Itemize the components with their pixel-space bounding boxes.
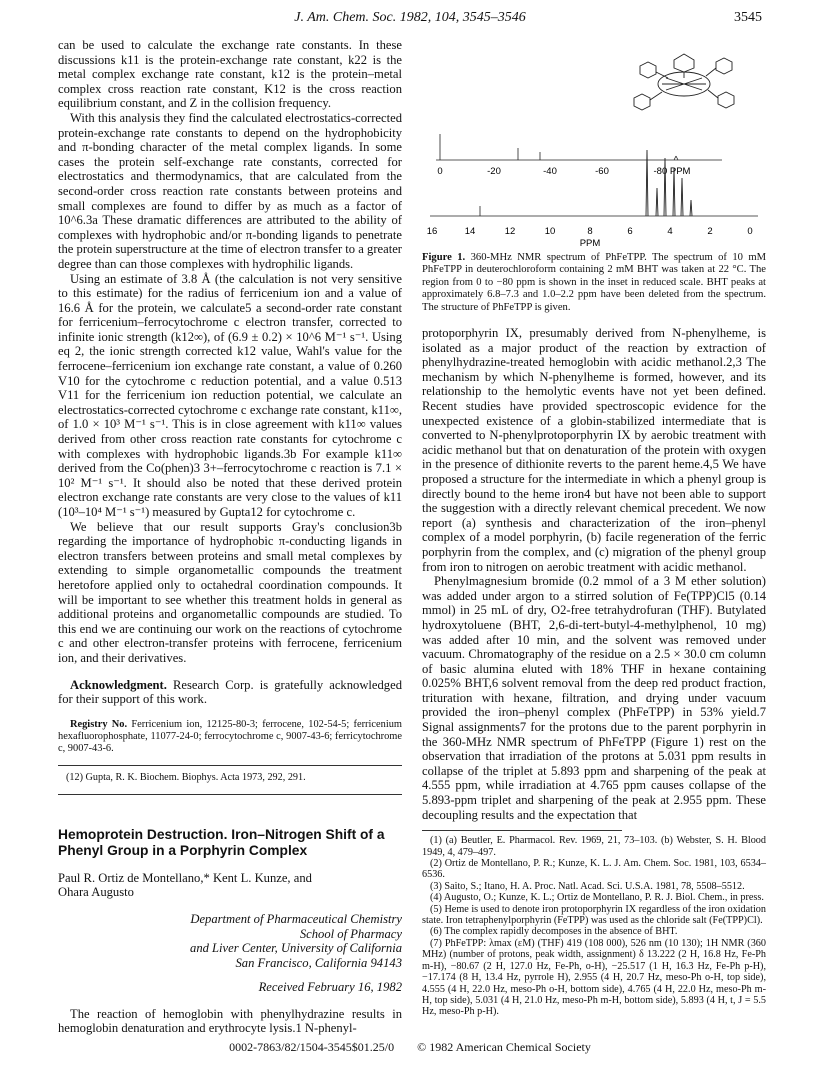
left-column bbox=[58, 38, 402, 1036]
received-date: Received February 16, 1982 bbox=[258, 980, 402, 995]
main-spectrum bbox=[427, 150, 758, 249]
body-paragraph: protoporphyrin IX, presumably derived from N-phenylheme, is isolated as a major product of the reaction by extraction of phenylhydrazine-treated hemoglobin with acidic methanol.2,3 The mechanism by which N-phenylheme is formed, however, and its relationship to the hemolytic events have not yet been defined. Recent studies have provided spectroscopic evidence for the unexpected existence of a globin-stabilized intermediate that is converted to N-phenylprotoporphyrin IX by aerobic treatment with acidic methanol but that on denaturation of the protein with oxygen in the presence of dithionite reverts to the parent heme.4,5 We have proposed a structure for the intermediate in which a phenyl group is directly bound to the heme iron4 but have not been able to support the suggestion with a directly relevant chemical precedent. We now report (a) synthesis and characterization of the iron–phenyl complex of a model porphyrin, (b) facile regeneration of the ferric porphyrin from the complex, and (c) migration of the phenyl group from iron to nitrogen on aerobic treatment with acidic methanol. bbox=[422, 326, 766, 574]
footnote: (2) Ortiz de Montellano, P. R.; Kunze, K. L. J. Am. Chem. Soc. 1981, 103, 6534–6536. bbox=[422, 858, 766, 881]
page-header bbox=[0, 10, 820, 30]
acknowledgment bbox=[58, 678, 402, 707]
main-tick-label: 6 bbox=[627, 226, 633, 237]
main-tick-label: 14 bbox=[464, 226, 476, 237]
footnotes bbox=[422, 835, 766, 1018]
affiliation-line: School of Pharmacy bbox=[299, 926, 402, 941]
divider bbox=[58, 765, 402, 766]
figure-caption bbox=[422, 252, 766, 314]
intro-paragraph: The reaction of hemoglobin with phenylhydrazine results in hemoglobin denaturation and erythrocyte lysis.1 N-phenyl- bbox=[58, 1006, 402, 1036]
figure-caption-label: Figure 1. bbox=[422, 252, 466, 263]
footnote: (1) (a) Beutler, E. Pharmacol. Rev. 1969, 21, 73–103. (b) Webster, S. H. Blood 1949, 4, 479–497. bbox=[422, 835, 766, 858]
footnote: (7) PhFeTPP: λmax (εM) (THF) 419 (108 000), 526 nm (10 130); 1H NMR (360 MHz) (number of protons, peak width, assignment) δ 13.222 (2 H, 16.8 Hz, Fe-Ph m-H), −80.67 (2 H, 127.0 Hz, Fe-Ph, o-H), −25.517 (1 H, 16.3 Hz, Fe-Ph p-H), −17.174 (8 H, 13.4 Hz, pyrrole H), 2.955 (4 H, 20.7 Hz, meso-Ph o-H, top side), 4.555 (4 H, 22.0 Hz, meso-Ph o-H, bottom side), 4.765 (4 H, 22.0 Hz, meso-Ph m-H, top side), 5.031 (4 H, 21.0 Hz, meso-Ph m-H, bottom side), 5.893 (4 H, t, J = 5.5 Hz, meso-Ph p-H). bbox=[422, 937, 766, 1018]
body-paragraph: With this analysis they find the calculated electrostatics-corrected protein-exchange rate constants to depend on the hydrophobicity and π-bonding character of the metal complex ligands. In some cases the protein self-exchange rate constants, corrected for electrostatics and thermodynamics, that are calculated from the second-order cross reaction rate constants between proteins and small complexes are found to differ by as much as a factor of 10^6.3a These dramatic differences are attributed to the ability of complexes with hydrophobic and/or π-bonding ligands to penetrate the protein superstructure at the time of electron transfer to a greater degree than can those complexes with hydrophilic ligands. bbox=[58, 110, 402, 271]
inset-tick-label: 0 bbox=[437, 166, 443, 177]
affiliation-line: Department of Pharmaceutical Chemistry bbox=[190, 911, 402, 926]
article-title: Hemoprotein Destruction. Iron–Nitrogen Shift of a Phenyl Group in a Porphyrin Complex bbox=[58, 826, 385, 858]
footnote: (4) Augusto, O.; Kunze, K. L.; Ortiz de Montellano, P. R. J. Biol. Chem., in press. bbox=[430, 892, 764, 904]
authors bbox=[58, 871, 402, 900]
running-title: J. Am. Chem. Soc. 1982, 104, 3545–3546 bbox=[294, 10, 526, 25]
inset-tick-label: -40 bbox=[543, 166, 557, 177]
affiliation-line: San Francisco, California 94143 bbox=[235, 955, 402, 970]
figure-1 bbox=[422, 38, 766, 250]
body-paragraph: can be used to calculate the exchange rate constants. In these discussions k11 is the protein-exchange rate constant, k22 is the metal complex exchange rate constant, k12 is the protein–metal complex cross reaction rate constant, K12 is the cross reaction equilibrium constant, and Z in the collision frequency. bbox=[58, 38, 402, 111]
phfetpp-structure-drawing bbox=[634, 54, 734, 110]
page-footer bbox=[0, 1040, 820, 1055]
registry-label: Registry No. bbox=[70, 718, 128, 730]
page-number: 3545 bbox=[734, 10, 762, 25]
footer-copyright: © 1982 American Chemical Society bbox=[417, 1040, 591, 1054]
main-tick-label: 16 bbox=[426, 226, 438, 237]
body-paragraph: Using an estimate of 3.8 Å (the calculation is not very sensitive to this estimate) for the radius of ferricenium ion and a value of 16.6 Å for the protein, we calculate5 a second-order rate constant for ferricenium–ferrocytochrome c electron transfer, corrected to infinite ionic strength (k12∞), of (6.9 ± 0.2) × 10^6 M⁻¹ s⁻¹. Using eq 2, the ionic strength corrected k12 value, Wahl's value for the ferrocene–ferricenium ion exchange rate constant, a value of 0.260 V10 for the cytochrome c reduction potential, and a value 0.513 V11 for the ferricenium ion reduction potential, we calculate an electrostatics-corrected cytochrome c exchange rate constant, k11∞, of 1.0 × 10³ M⁻¹ s⁻¹. This is in close agreement with k11∞ values derived from other cross reaction rate constants for cytochrome c with complexes with hydrophobic ligands.3b For example k11∞ derived from the Co(phen)3 3+–ferrocytochrome c reaction is 7.1 × 10² M⁻¹ s⁻¹. It should also be noted that these derived protein electron exchange rate constants are very close to the values of k11 (10³–10⁴ M⁻¹ s⁻¹) measured by Gupta12 for cytochrome c. bbox=[58, 271, 402, 519]
footnote: (6) The complex rapidly decomposes in the absence of BHT. bbox=[430, 926, 678, 938]
registry-numbers bbox=[58, 719, 402, 756]
inset-spectrum bbox=[436, 134, 722, 177]
acknowledgment-label: Acknowledgment. bbox=[70, 677, 167, 692]
main-tick-label: 8 bbox=[587, 226, 593, 237]
acknowledgment-text: Research Corp. is gratefully acknowledged for their support of this work. bbox=[58, 677, 402, 707]
inset-tick-label: -60 bbox=[595, 166, 609, 177]
body-paragraph: We believe that our result supports Gray's conclusion3b regarding the importance of hydrophobic π-conducting ligands in electron transfers between proteins and small metal complexes by extending to simple organometallic compounds the treatment heretofore applied only to octahedral coordination compounds. It will be important to see whether this treatment holds in general as additional proteins and organometallic compounds are studied. To this end we are continuing our work on the reactions of cytochrome c and other electron-transfer proteins with ferrocene, ferricenium ion, and their derivatives. bbox=[58, 519, 402, 665]
footnote-12: (12) Gupta, R. K. Biochem. Biophys. Acta 1973, 292, 291. bbox=[66, 772, 306, 784]
main-tick-label: 4 bbox=[667, 226, 673, 237]
divider bbox=[422, 830, 622, 831]
inset-tick-label: -20 bbox=[487, 166, 501, 177]
main-axis-unit: PPM bbox=[579, 238, 601, 249]
main-tick-label: 10 bbox=[544, 226, 556, 237]
registry-text: Ferricenium ion, 12125-80-3; ferrocene, 102-54-5; ferricenium hexafluorophosphate, 11077-24-0; ferrocytochrome c, 9007-43-6; ferricytochrome c, 9007-43-6. bbox=[58, 718, 402, 755]
inset-tick-label: -80 PPM bbox=[653, 166, 691, 177]
nmr-spectrum-figure bbox=[422, 38, 766, 250]
authors-line-1: Paul R. Ortiz de Montellano,* Kent L. Kunze, and bbox=[58, 870, 312, 885]
affiliation bbox=[58, 912, 402, 970]
figure-caption-text: 360-MHz NMR spectrum of PhFeTPP. The spectrum of 10 mM PhFeTPP in deuterochloroform containing 2 mM BHT was taken at 22 °C. The region from 0 to −80 ppm is shown in the inset in reduced scale. BHT peaks at approximately 6.8–7.3 and 1.0–2.2 ppm have been deleted from the spectrum. The structure of PhFeTPP is given. bbox=[422, 252, 766, 313]
main-tick-label: 12 bbox=[504, 226, 516, 237]
authors-line-2: Ohara Augusto bbox=[58, 885, 134, 900]
footnote: (3) Saito, S.; Itano, H. A. Proc. Natl. Acad. Sci. U.S.A. 1981, 78, 5508–5512. bbox=[430, 880, 745, 892]
main-tick-label: 2 bbox=[707, 226, 713, 237]
body-paragraph: Phenylmagnesium bromide (0.2 mmol of a 3 M ether solution) was added under argon to a stirred solution of Fe(TPP)Cl5 (0.14 mmol) in 25 mL of dry, O2-free tetrahydrofuran (THF). Butylated hydroxytoluene (BHT, 2,6-di-tert-butyl-4-methylphenol, 10 mg) was added after 10 min, and the solvent was removed under vacuum. Chromatography of the residue on a 2.5 × 30.0 cm column of basic alumina eluted with 18% THF in hexane containing 0.025% BHT,6 solvent removal from the deep red product fraction, trituration with hexane, filtration, and drying under vacuum provided the iron–phenyl complex (PhFeTPP) in 53% yield.7 Signal assignments7 for the protons due to the parent porphyrin in the 360-MHz NMR spectrum of PhFeTPP (Figure 1) rest on the observation that irradiation of the protons at 5.031 ppm results in collapse of the triplet at 5.893 ppm and sharpening of the peak at 4.555 ppm, while irradiation at 4.765 ppm causes collapse of the 5.893-ppm triplet and sharpening of the peak at 2.955 ppm. These decoupling results and the expectation that bbox=[422, 574, 766, 822]
footer-code: 0002-7863/82/1504-3545$01.25/0 bbox=[229, 1040, 395, 1054]
main-tick-label: 0 bbox=[747, 226, 753, 237]
affiliation-line: and Liver Center, University of California bbox=[190, 941, 402, 956]
footnote: (5) Heme is used to denote iron protoporphyrin IX regardless of the iron oxidation state. Iron tetraphenylporphyrin (FeTPP) was used as the chloride salt (Fe(TPP)Cl). bbox=[422, 903, 766, 927]
right-column bbox=[422, 38, 766, 1018]
